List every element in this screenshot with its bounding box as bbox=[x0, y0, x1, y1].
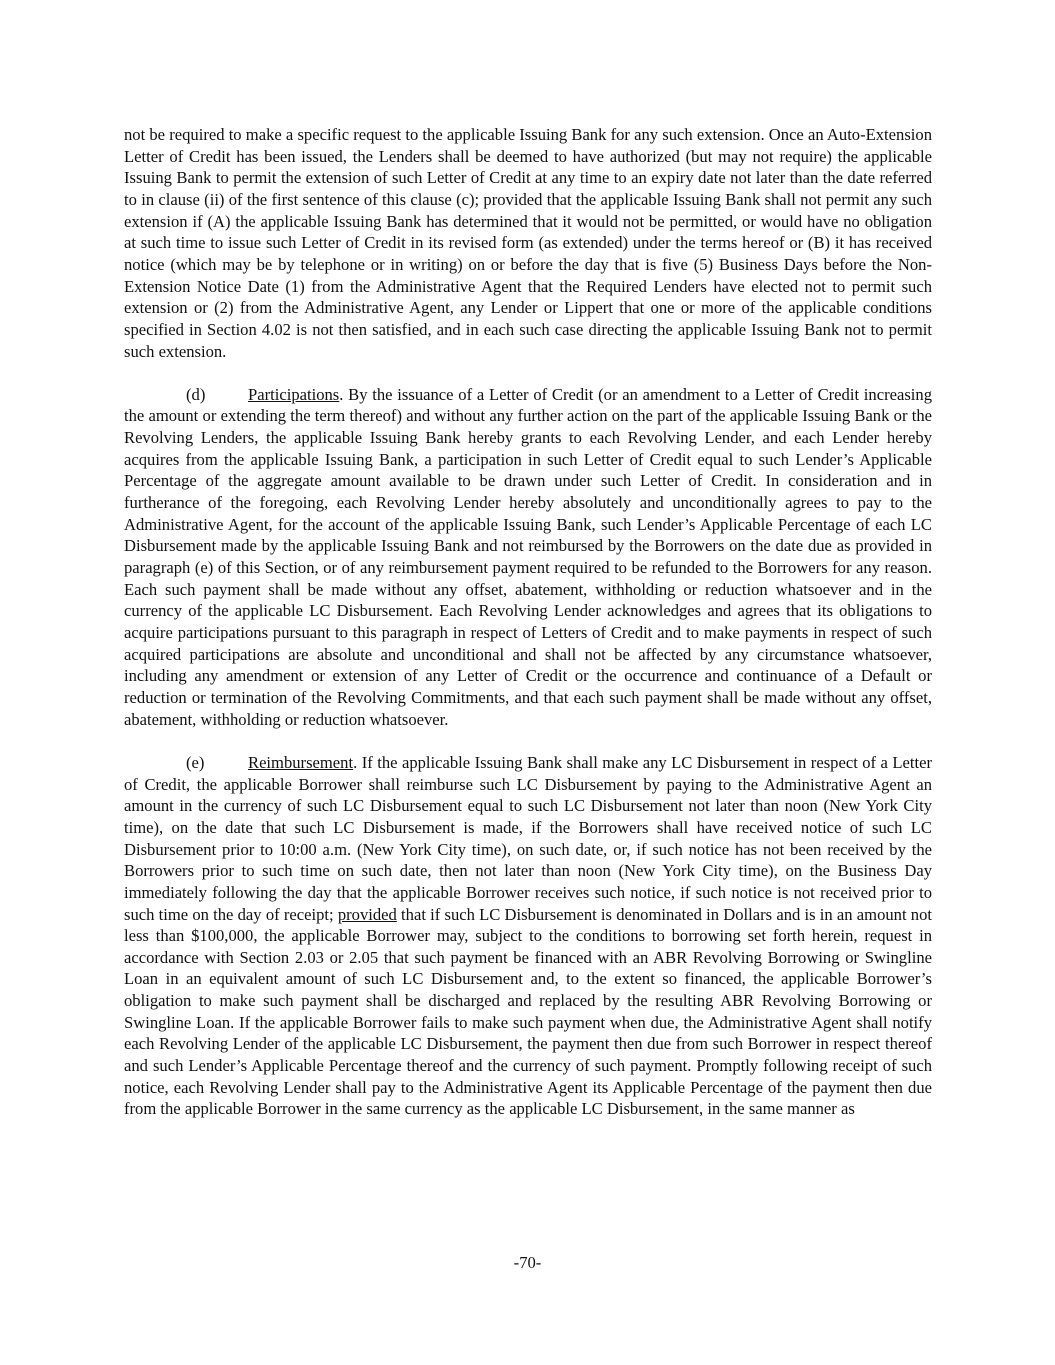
page-body bbox=[124, 124, 932, 1120]
section-d-heading: Participations bbox=[248, 384, 340, 404]
page-number: -70- bbox=[513, 1253, 542, 1272]
paragraph-e-reimbursement bbox=[124, 752, 932, 1120]
section-d-label: (d) bbox=[186, 384, 206, 404]
provided-term: provided bbox=[337, 904, 397, 924]
paragraph-d-participations bbox=[124, 384, 932, 731]
section-d-body: . By the issuance of a Letter of Credit (or an amendment to a Letter of Credit increasing the amount or extending the term thereof) and without any further action on the part of the applicable Issuing Bank or the Revolving Lenders, the applicable Issuing Bank hereby grants to each Revolving Lender, and each Lender hereby acquires from the applicable Issuing Bank, a participation in such Letter of Credit equal to such Lender’s Applicable Percentage of the aggregate amount available to be drawn under such Letter of Credit. In consideration and in furtherance of the foregoing, each Revolving Lender hereby absolutely and unconditionally agrees to pay to the Administrative Agent, for the account of the applicable Issuing Bank, such Lender’s Applicable Percentage of each LC Disbursement made by the applicable Issuing Bank and not reimbursed by the Borrowers on the date due as provided in paragraph (e) of this Section, or of any reimbursement payment required to be refunded to the Borrowers for any reason. Each such payment shall be made without any offset, abatement, withholding or reduction whatsoever and in the currency of the applicable LC Disbursement. Each Revolving Lender acknowledges and agrees that its obligations to acquire participations pursuant to this paragraph in respect of Letters of Credit and to make payments in respect of such acquired participations are absolute and unconditional and shall not be affected by any circumstance whatsoever, including any amendment or extension of any Letter of Credit or the occurrence and continuance of a Default or reduction or termination of the Revolving Commitments, and that each such payment shall be made without any offset, abatement, withholding or reduction whatsoever. bbox=[124, 384, 932, 729]
paragraph-c-continuation: not be required to make a specific request to the applicable Issuing Bank for any such extension. Once an Auto-Extension Letter of Credit has been issued, the Lenders shall be deemed to have authorized (but may not require) the applicable Issuing Bank to permit the extension of such Letter of Credit at any time to an expiry date not later than the date referred to in clause (ii) of the first sentence of this clause (c); provided that the applicable Issuing Bank shall not permit any such extension if (A) the applicable Issuing Bank has determined that it would not be permitted, or would have no obligation at such time to issue such Letter of Credit in its revised form (as extended) under the terms hereof or (B) it has received notice (which may be by telephone or in writing) on or before the day that is five (5) Business Days before the Non-Extension Notice Date (1) from the Administrative Agent that the Required Lenders have elected not to permit such extension or (2) from the Administrative Agent, any Lender or Lippert that one or more of the applicable conditions specified in Section 4.02 is not then satisfied, and in each such case directing the applicable Issuing Bank not to permit such extension. bbox=[124, 125, 932, 361]
section-e-label: (e) bbox=[186, 752, 205, 772]
section-e-body-part2: that if such LC Disbursement is denominated in Dollars and is in an amount not less than $100,000, the applicable Borrower may, subject to the conditions to borrowing set forth herein, request in accordance with Section 2.03 or 2.05 that such payment be financed with an ABR Revolving Borrowing or Swingline Loan in an equivalent amount of such LC Disbursement and, to the extent so financed, the applicable Borrower’s obligation to make such payment shall be discharged and replaced by the resulting ABR Revolving Borrowing or Swingline Loan. If the applicable Borrower fails to make such payment when due, the Administrative Agent shall notify each Revolving Lender of the applicable LC Disbursement, the payment then due from such Borrower in respect thereof and such Lender’s Applicable Percentage thereof and the currency of such payment. Promptly following receipt of such notice, each Revolving Lender shall pay to the Administrative Agent its Applicable Percentage of the payment then due from the applicable Borrower in the same currency as the applicable LC Disbursement, in the same manner as bbox=[124, 904, 932, 1119]
section-e-heading: Reimbursement bbox=[248, 752, 354, 772]
section-e-body-part1: . If the applicable Issuing Bank shall make any LC Disbursement in respect of a Letter of Credit, the applicable Borrower shall reimburse such LC Disbursement by paying to the Administrative Agent an amount in the currency of such LC Disbursement equal to such LC Disbursement not later than noon (New York City time), on the date that such LC Disbursement is made, if the Borrowers shall have received notice of such LC Disbursement prior to 10:00 a.m. (New York City time), on such date, or, if such notice has not been received by the Borrowers prior to such time on such date, then not later than noon (New York City time), on the Business Day immediately following the day that the applicable Borrower receives such notice, if such notice is not received prior to such time on the day of receipt; bbox=[124, 752, 932, 924]
